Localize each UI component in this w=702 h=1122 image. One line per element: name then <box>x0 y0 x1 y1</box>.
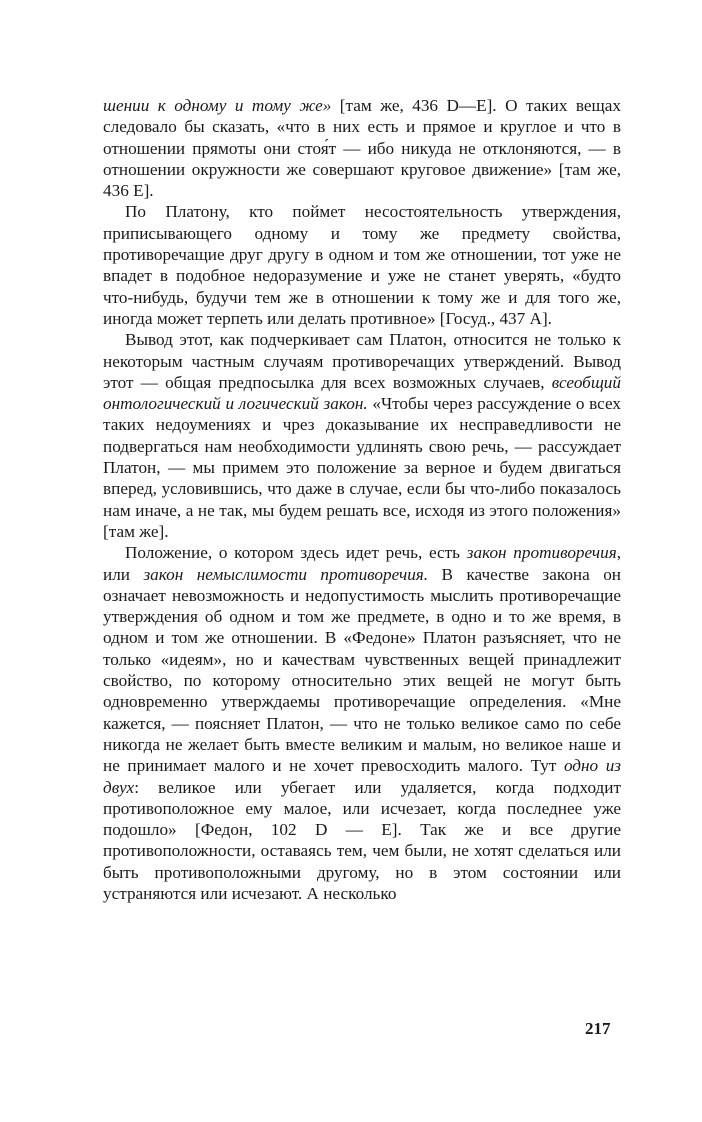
paragraph-2 <box>103 201 621 329</box>
text-run: закон противоречия <box>466 543 617 563</box>
text-run: шении к одному и тому же» <box>103 96 332 115</box>
text-run: , или <box>103 543 621 584</box>
page-number: 217 <box>585 1019 611 1038</box>
text-run: По Платону, кто поймет несостоятельность утверждения, приписывающего одному и тому же предмету свойства, противоречащие друг другу в одном и том же отношении, тот уже не впадет в подобное недоразумение и уже не станет уверять, «будто что-нибудь, будучи тем же в отношении к тому же и для того же, иногда может терпеть или делать противное» [Госуд., 437 А]. <box>103 202 621 328</box>
paragraph-4 <box>103 542 621 904</box>
text-run: «Чтобы через рассуждение о всех таких недоумениях и чрез доказывание их несправедливости не подвергаться нам необходимости удлинять свою речь, — рассуждает Платон, — мы примем это положение за верное и будем двигаться вперед, условившись, что даже в случае, если бы что-либо показалось нам иначе, а не так, мы будем решать все, исходя из этого положения» [там же]. <box>103 394 621 541</box>
text-run: : великое или убегает или удаляется, когда подходит противоположное ему малое, или исчезает, когда последнее уже подошло» [Федон, 102 D — E]. Так же и все другие противоположности, оставаясь тем, чем были, не хотят сделаться или быть противоположными другому, но в этом состоянии или устраняются или исчезают. А несколько <box>103 777 621 903</box>
text-run: [там же, 436 D—E]. О таких вещах следовало бы сказать, «что в них есть и прямое и круглое и что в отношении прямоты они стоя́т — ибо никуда не отклоняются, — в отношении окружности же совершают круговое движение» [там же, 436 E]. <box>103 96 621 201</box>
paragraph-3 <box>103 329 621 542</box>
text-run: Вывод этот, как подчеркивает сам Платон, относится не только к некоторым частным случаям противоречащих утверждений. Вывод этот — общая предпосылка для всех возможных случаев, <box>103 330 621 392</box>
text-run: В качестве закона он означает невозможность и недопустимость мыслить противоречащие утверждения об одном и том же предмете, в одно и то же время, в одном и том же отношении. В «Федоне» Платон разъясняет, что не только «идеям», но и качествам чувственных вещей принадлежит свойство, по которому относительно этих вещей не могут быть одновременно утверждаемы противоречащие определения. «Мне кажется, — поясняет Платон, — что не только великое само по себе никогда не желает быть вместе великим и малым, но великое наше и не принимает малого и не хочет превосходить малого. Тут <box>103 564 621 776</box>
text-run: закон немыслимости противоречия. <box>143 564 429 584</box>
paragraph-1 <box>103 95 621 201</box>
text-run: одно из двух <box>103 756 621 797</box>
text-run: всеобщий онтологический и логический закон. <box>103 372 621 414</box>
text-run: Положение, о котором здесь идет речь, есть <box>125 543 467 563</box>
page-text-body <box>103 95 621 904</box>
